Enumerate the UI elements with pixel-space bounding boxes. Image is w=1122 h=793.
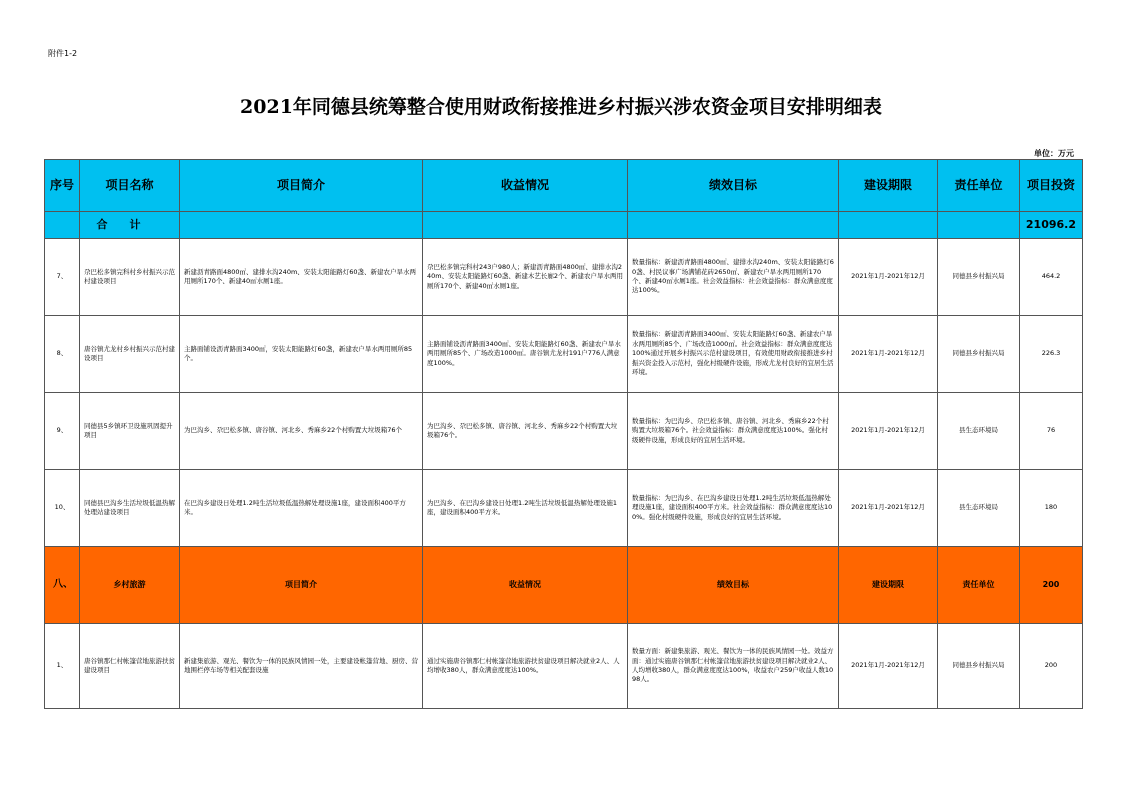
header-no: 序号 [45, 160, 80, 212]
row-name: 唐谷镇那仁村帐篷营地旅游扶贫建设项目 [80, 624, 180, 709]
row-name: 唐谷镇尤龙村乡村振兴示范村建设项目 [80, 316, 180, 393]
header-period: 建设期限 [839, 160, 938, 212]
total-no-cell [45, 212, 80, 239]
row-benefit: 尕巴松多镇完科村243户980人；新建沥青路面4800㎡、建排水沟240m、安装太阳能路灯60盏、新建木艺长廊2个、新建农户旱水两用厕所170个、新建40㎡水厕1座。 [423, 239, 628, 316]
unit-label: 单位：万元 [1034, 149, 1074, 158]
row-invest: 200 [1020, 624, 1083, 709]
row-no: 8、 [45, 316, 80, 393]
total-empty-cell [423, 212, 628, 239]
section-name: 乡村旅游 [80, 547, 180, 624]
header-invest: 项目投资 [1020, 160, 1083, 212]
table-row [45, 316, 1083, 393]
row-no: 10、 [45, 470, 80, 547]
table-row [45, 393, 1083, 470]
row-intro: 主路面铺设沥青路面3400㎡，安装太阳能路灯60盏，新建农户旱水两用厕所85个。 [180, 316, 423, 393]
row-goal: 数量方面：新建集旅游、观光、餐饮为一体的民族风情园一处。效益方面：通过实施唐谷镇那仁村帐篷营地旅游扶贫建设项目解决就业2人、人均增收380人，群众满意度度达100%，收益农户259户收益人数1098人。 [628, 624, 839, 709]
row-invest: 226.3 [1020, 316, 1083, 393]
row-unit: 县生态环境局 [938, 470, 1020, 547]
row-goal: 数量指标：为巴沟乡、在巴沟乡建设日处理1.2吨生活垃圾低温热解处理设施1座，建设面积400平方米。社会效益指标：群众满意度度达100%。强化村级硬件设施，形成良好的宜居生活环境。 [628, 470, 839, 547]
row-intro: 新建集旅游、观光、餐饮为一体的民族风情园一处，主要建设帐篷营地、厨房、营地围栏停车场等相关配套设施 [180, 624, 423, 709]
row-invest: 76 [1020, 393, 1083, 470]
total-empty-cell [938, 212, 1020, 239]
row-invest: 180 [1020, 470, 1083, 547]
section-unit: 责任单位 [938, 547, 1020, 624]
row-benefit: 为巴沟乡、在巴沟乡建设日处理1.2吨生活垃圾低温热解处理设施1座，建设面积400平方米。 [423, 470, 628, 547]
table-row [45, 624, 1083, 709]
row-period: 2021年1月-2021年12月 [839, 239, 938, 316]
section-period: 建设期限 [839, 547, 938, 624]
row-period: 2021年1月-2021年12月 [839, 316, 938, 393]
total-label: 合计 [80, 212, 180, 239]
row-period: 2021年1月-2021年12月 [839, 470, 938, 547]
section-no: 八、 [45, 547, 80, 624]
section-intro: 项目简介 [180, 547, 423, 624]
table-row [45, 470, 1083, 547]
row-no: 9、 [45, 393, 80, 470]
annex-label: 附件1-2 [48, 49, 78, 58]
total-empty-cell [628, 212, 839, 239]
row-name: 同德县5乡镇环卫设施巩固提升项目 [80, 393, 180, 470]
section-row [45, 547, 1083, 624]
table-row [45, 239, 1083, 316]
row-intro: 新建沥青路面4800㎡、建排水沟240m、安装太阳能路灯60盏、新建农户旱水两用厕所170个、新建40㎡水厕1座。 [180, 239, 423, 316]
header-intro: 项目简介 [180, 160, 423, 212]
header-unit: 责任单位 [938, 160, 1020, 212]
header-row [45, 160, 1083, 212]
row-unit: 县生态环境局 [938, 393, 1020, 470]
total-empty-cell [839, 212, 938, 239]
header-name: 项目名称 [80, 160, 180, 212]
header-benefit: 收益情况 [423, 160, 628, 212]
row-unit: 同德县乡村振兴局 [938, 316, 1020, 393]
row-period: 2021年1月-2021年12月 [839, 624, 938, 709]
row-goal: 数量指标：为巴沟乡、尕巴松多镇、唐谷镇、河北乡、秀麻乡22个村购置大垃圾箱76个。社会效益指标：群众满意度度达100%。强化村级硬件设施，形成良好的宜居生活环境。 [628, 393, 839, 470]
row-period: 2021年1月-2021年12月 [839, 393, 938, 470]
row-benefit: 通过实施唐谷镇那仁村帐篷营地旅游扶贫建设项目解决就业2人、人均增收380人，群众满意度度达100%。 [423, 624, 628, 709]
project-table [44, 159, 1083, 709]
row-benefit: 为巴沟乡、尕巴松多镇、唐谷镇、河北乡、秀麻乡22个村购置大垃圾箱76个。 [423, 393, 628, 470]
row-goal: 数量指标：新建沥青路面4800㎡、建排水沟240m、安装太阳能路灯60盏、村民议事广场满铺花砖2650㎡、新建农户旱水两用厕所170个、新建40㎡水厕1座。社会效益指标：社会效益指标：群众满意度度达100%。 [628, 239, 839, 316]
total-row [45, 212, 1083, 239]
row-intro: 为巴沟乡、尕巴松多镇、唐谷镇、河北乡、秀麻乡22个村购置大垃圾箱76个 [180, 393, 423, 470]
row-unit: 同德县乡村振兴局 [938, 239, 1020, 316]
row-goal: 数量指标：新建沥青路面3400㎡、安装太阳能路灯60盏、新建农户旱水两用厕所85个、广场改造1000㎡。社会效益指标：群众满意度度达100%通过开展乡村振兴示范村建设项目，有效使用财政衔接推进乡村振兴资金投入示范村，强化村级硬件设施，形成尤龙村良好的宜居生活环境。 [628, 316, 839, 393]
section-invest: 200 [1020, 547, 1083, 624]
row-name: 尕巴松多镇完科村乡村振兴示范村建设项目 [80, 239, 180, 316]
section-benefit: 收益情况 [423, 547, 628, 624]
section-goal: 绩效目标 [628, 547, 839, 624]
row-benefit: 主路面铺设沥青路面3400㎡、安装太阳能路灯60盏、新建农户旱水两用厕所85个、广场改造1000㎡。唐谷镇尤龙村191户776人满意度100%。 [423, 316, 628, 393]
total-empty-cell [180, 212, 423, 239]
header-goal: 绩效目标 [628, 160, 839, 212]
page-title: 2021年同德县统筹整合使用财政衔接推进乡村振兴涉农资金项目安排明细表 [240, 96, 882, 118]
row-no: 7、 [45, 239, 80, 316]
row-invest: 464.2 [1020, 239, 1083, 316]
row-unit: 同德县乡村振兴局 [938, 624, 1020, 709]
row-no: 1、 [45, 624, 80, 709]
row-intro: 在巴沟乡建设日处理1.2吨生活垃圾低温热解处理设施1座，建设面积400平方米。 [180, 470, 423, 547]
row-name: 同德县巴沟乡生活垃圾低温热解处理站建设项目 [80, 470, 180, 547]
total-amount: 21096.2 [1020, 212, 1083, 239]
